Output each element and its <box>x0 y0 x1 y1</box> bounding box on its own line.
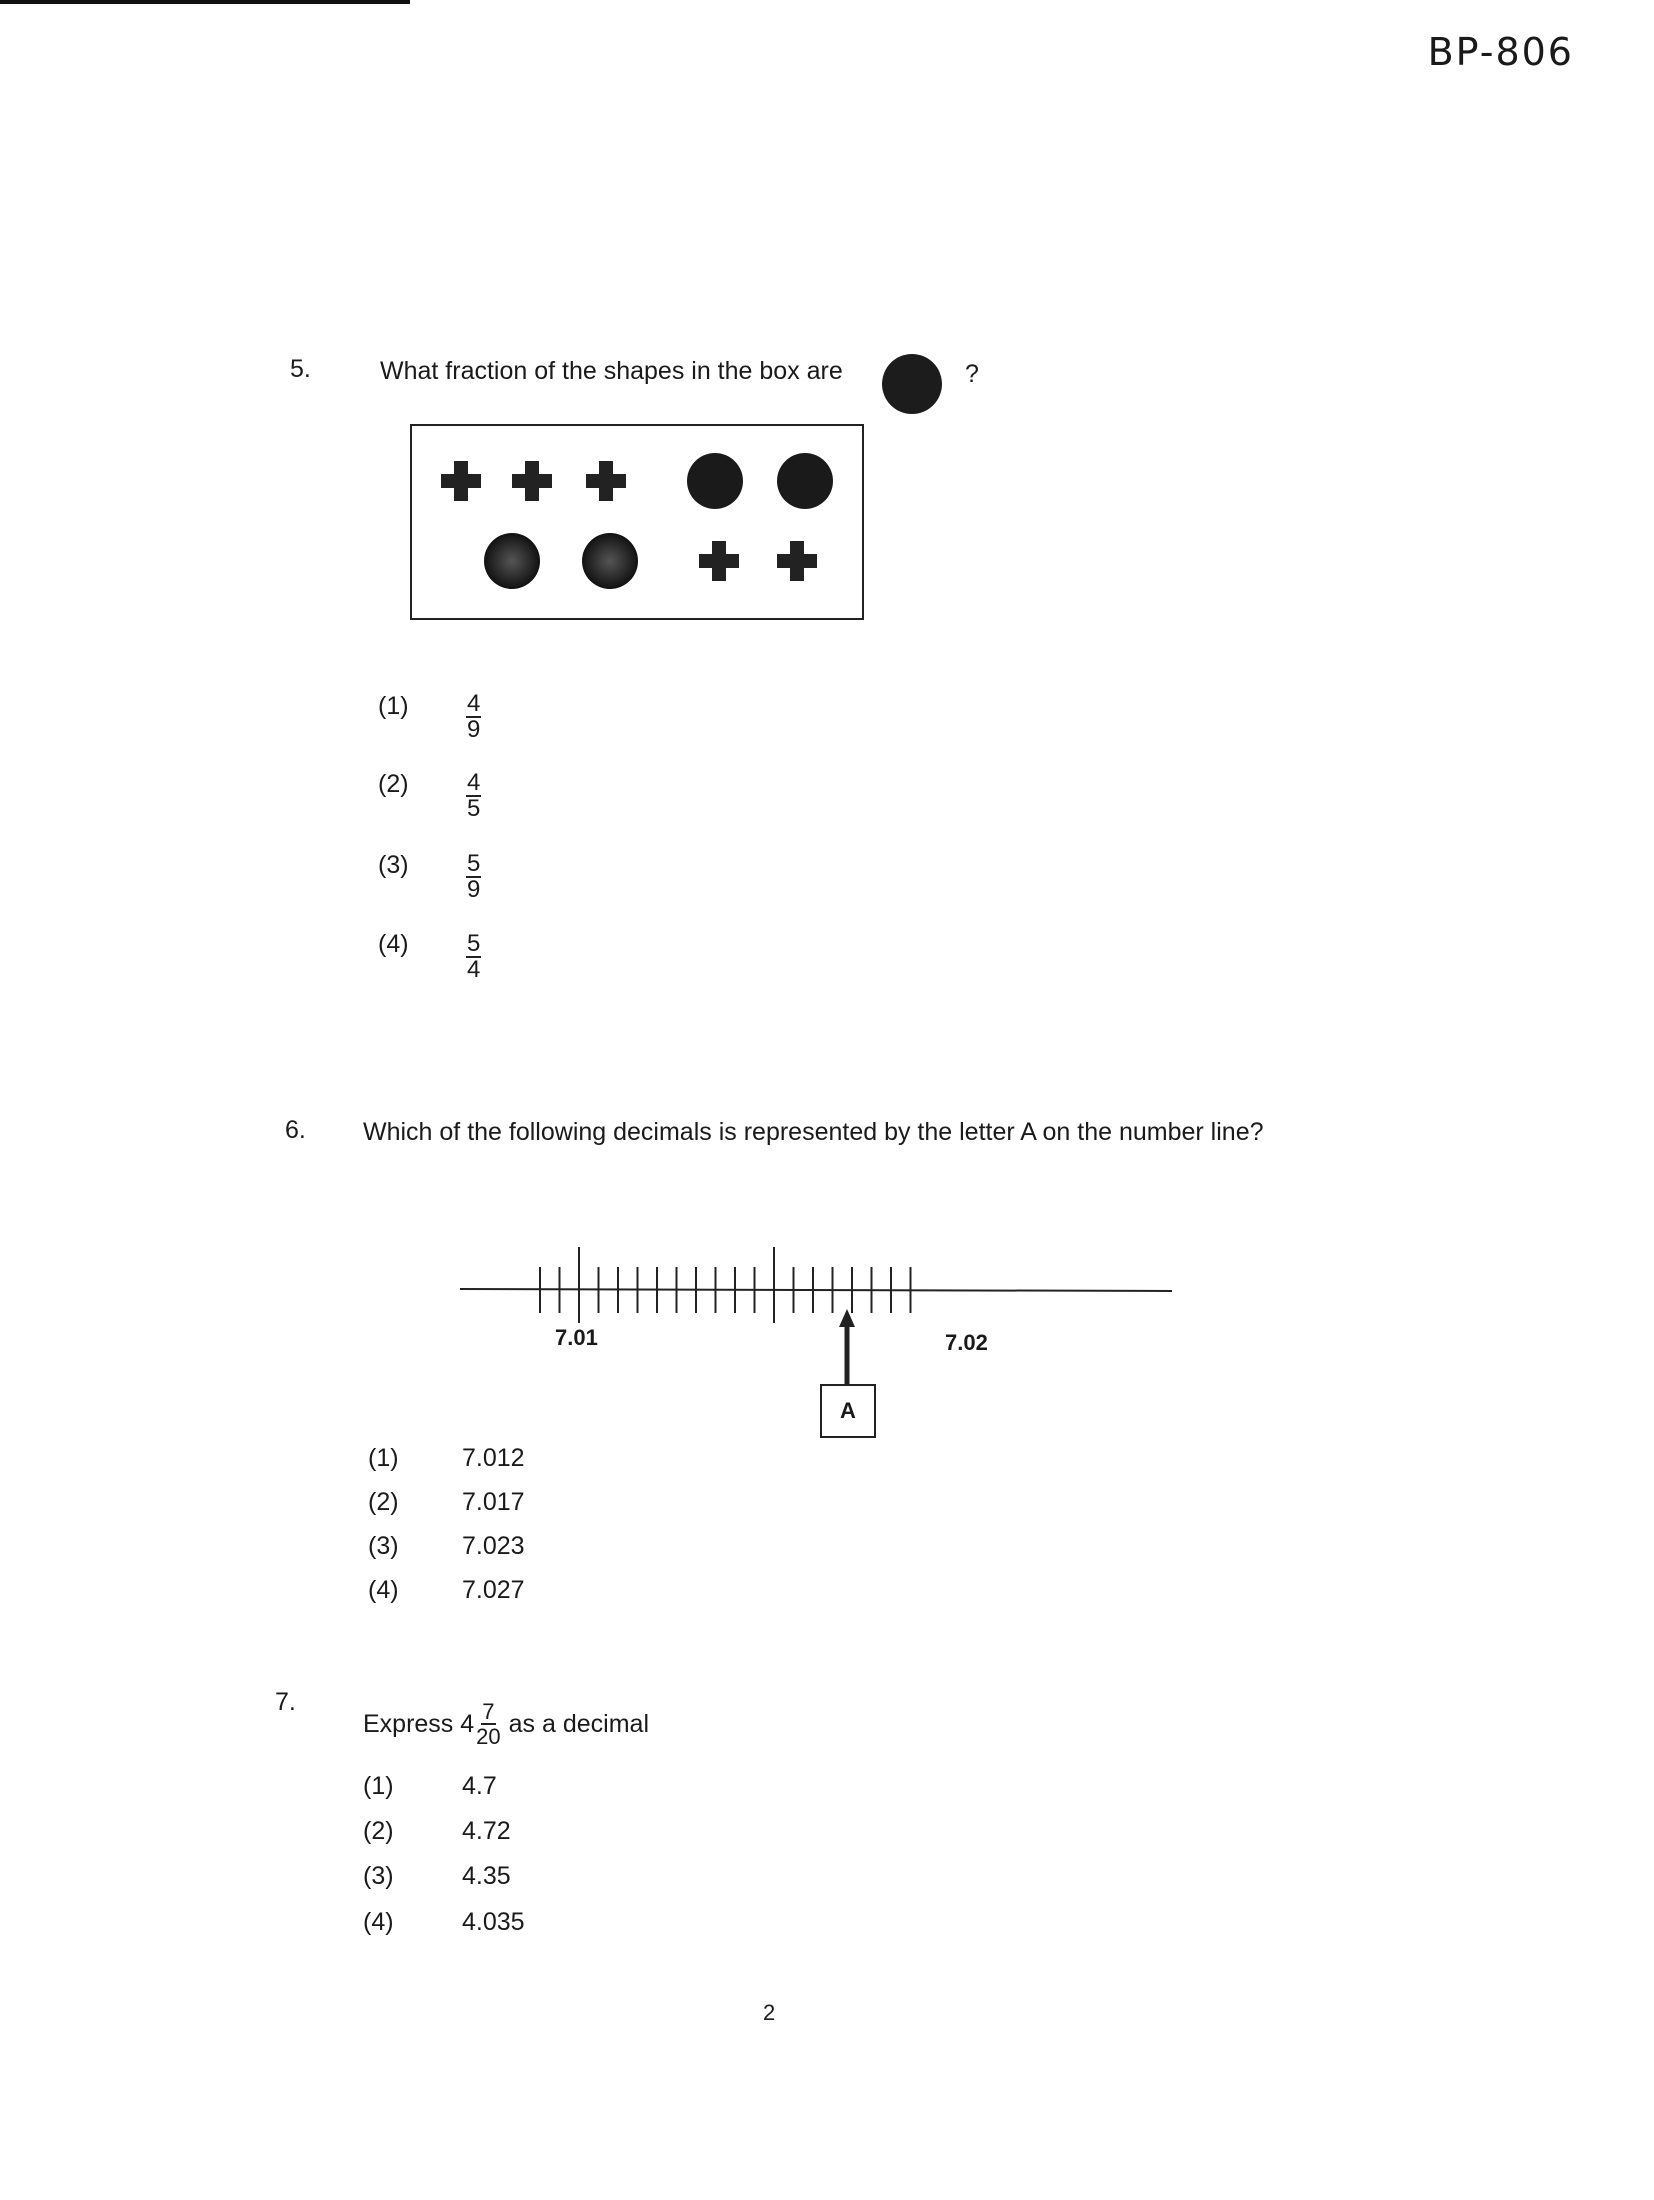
shape-box-figure <box>412 426 862 618</box>
q6-option-2-value: 7.017 <box>462 1488 525 1516</box>
cross-icon <box>586 461 626 501</box>
q7-option-2-label[interactable]: (2) <box>363 1817 394 1845</box>
q6-option-3-value: 7.023 <box>462 1532 525 1560</box>
question-6-text: Which of the following decimals is represented by the letter A on the number line? <box>363 1118 1264 1146</box>
question-7-text-before: Express 4 <box>363 1710 475 1738</box>
fraction-numerator: 5 <box>467 850 481 877</box>
fraction-denominator: 9 <box>467 876 481 903</box>
q6-option-4-value: 7.027 <box>462 1576 525 1604</box>
fraction-numerator: 5 <box>467 930 481 957</box>
top-rule <box>0 0 410 4</box>
cross-icon <box>512 461 552 501</box>
cross-icon <box>441 461 481 501</box>
question-6-number: 6. <box>285 1116 306 1144</box>
circle-icon <box>484 533 540 589</box>
fraction-numerator: 7 <box>482 1699 495 1724</box>
q5-option-4-fraction <box>466 932 481 982</box>
q6-option-1-label[interactable]: (1) <box>368 1444 399 1472</box>
q6-option-1-value: 7.012 <box>462 1444 525 1472</box>
q7-option-1-value: 4.7 <box>462 1772 497 1800</box>
page-number: 2 <box>763 2000 776 2025</box>
q7-option-3-value: 4.35 <box>462 1862 511 1890</box>
q5-option-3-label[interactable]: (3) <box>378 851 409 879</box>
number-line-axis <box>460 1289 1172 1291</box>
document-code: BP-806 <box>1427 30 1574 74</box>
circle-icon <box>777 453 833 509</box>
question-7-fraction <box>476 1700 500 1748</box>
circle-shape-icon <box>880 352 944 416</box>
number-line-ticks <box>540 1247 911 1323</box>
q7-option-3-label[interactable]: (3) <box>363 1862 394 1890</box>
question-7-text <box>363 1700 649 1748</box>
shape-box <box>410 424 864 620</box>
q5-option-2-fraction <box>466 771 481 821</box>
fraction-denominator: 9 <box>467 716 481 743</box>
circle-icon <box>582 533 638 589</box>
point-a-box: A <box>820 1384 876 1438</box>
fraction-numerator: 4 <box>467 769 481 796</box>
q5-option-2-label[interactable]: (2) <box>378 770 409 798</box>
circle-icon <box>687 453 743 509</box>
fraction-denominator: 20 <box>476 1724 501 1749</box>
q6-option-3-label[interactable]: (3) <box>368 1532 399 1560</box>
cross-icon <box>777 541 817 581</box>
q7-option-1-label[interactable]: (1) <box>363 1772 394 1800</box>
question-7-number: 7. <box>275 1688 296 1716</box>
question-5-number: 5. <box>290 355 311 383</box>
q5-option-1-label[interactable]: (1) <box>378 692 409 720</box>
q6-option-4-label[interactable]: (4) <box>368 1576 399 1604</box>
q7-option-4-label[interactable]: (4) <box>363 1908 394 1936</box>
question-7-text-after: as a decimal <box>508 1710 650 1738</box>
question-5-text: What fraction of the shapes in the box are <box>380 357 843 385</box>
fraction-denominator: 5 <box>467 795 481 822</box>
q7-option-2-value: 4.72 <box>462 1817 511 1845</box>
q5-option-3-fraction <box>466 852 481 902</box>
q7-option-4-value: 4.035 <box>462 1908 525 1936</box>
tick-label-left: 7.01 <box>555 1325 598 1350</box>
fraction-denominator: 4 <box>467 956 481 983</box>
q5-option-1-fraction <box>466 692 481 742</box>
q6-option-2-label[interactable]: (2) <box>368 1488 399 1516</box>
fraction-numerator: 4 <box>467 690 481 717</box>
question-5-mark: ? <box>965 360 979 388</box>
cross-icon <box>699 541 739 581</box>
tick-label-right: 7.02 <box>945 1330 988 1355</box>
q5-option-4-label[interactable]: (4) <box>378 930 409 958</box>
